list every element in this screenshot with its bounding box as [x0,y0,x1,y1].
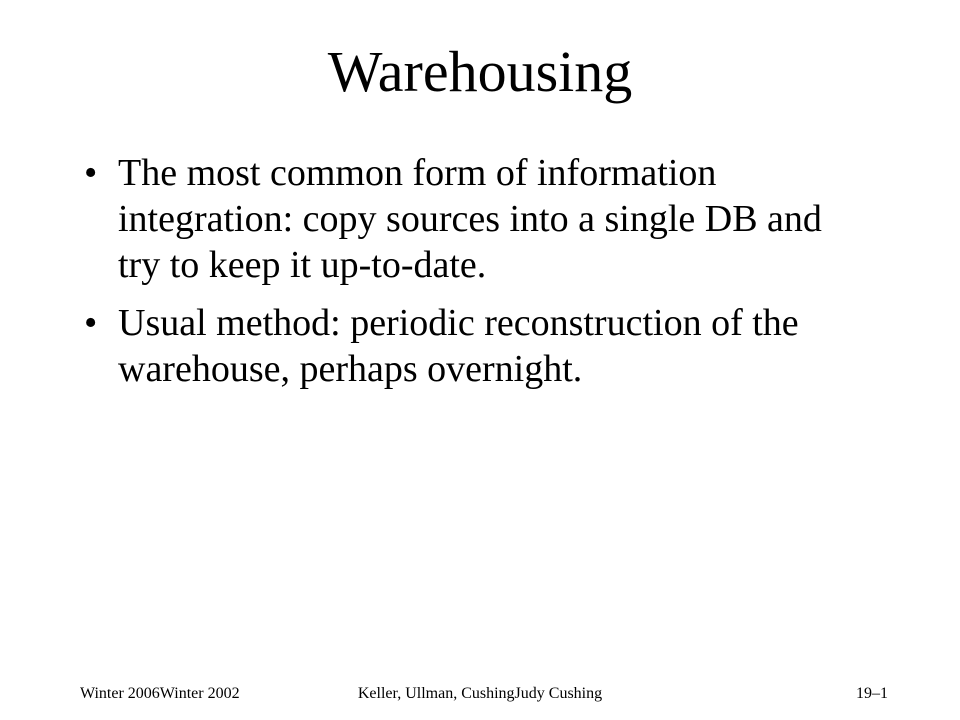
footer-date: Winter 2006Winter 2002 [80,685,240,702]
slide-title: Warehousing [327,39,633,104]
bullet-text: Usual method: periodic reconstruction of the warehouse, perhaps overnight. [118,302,799,390]
bullet-marker: • [84,152,98,194]
bullet-text: The most common form of information integration: copy sources into a single DB and try to keep it up-to-date. [118,152,822,286]
footer-slide-number: 19–1 [856,685,888,702]
bullet-item [72,150,852,288]
bullet-marker: • [84,302,98,344]
footer-authors: Keller, Ullman, CushingJudy Cushing [357,685,603,702]
bullet-item [72,300,852,392]
bullet-list [72,150,852,404]
